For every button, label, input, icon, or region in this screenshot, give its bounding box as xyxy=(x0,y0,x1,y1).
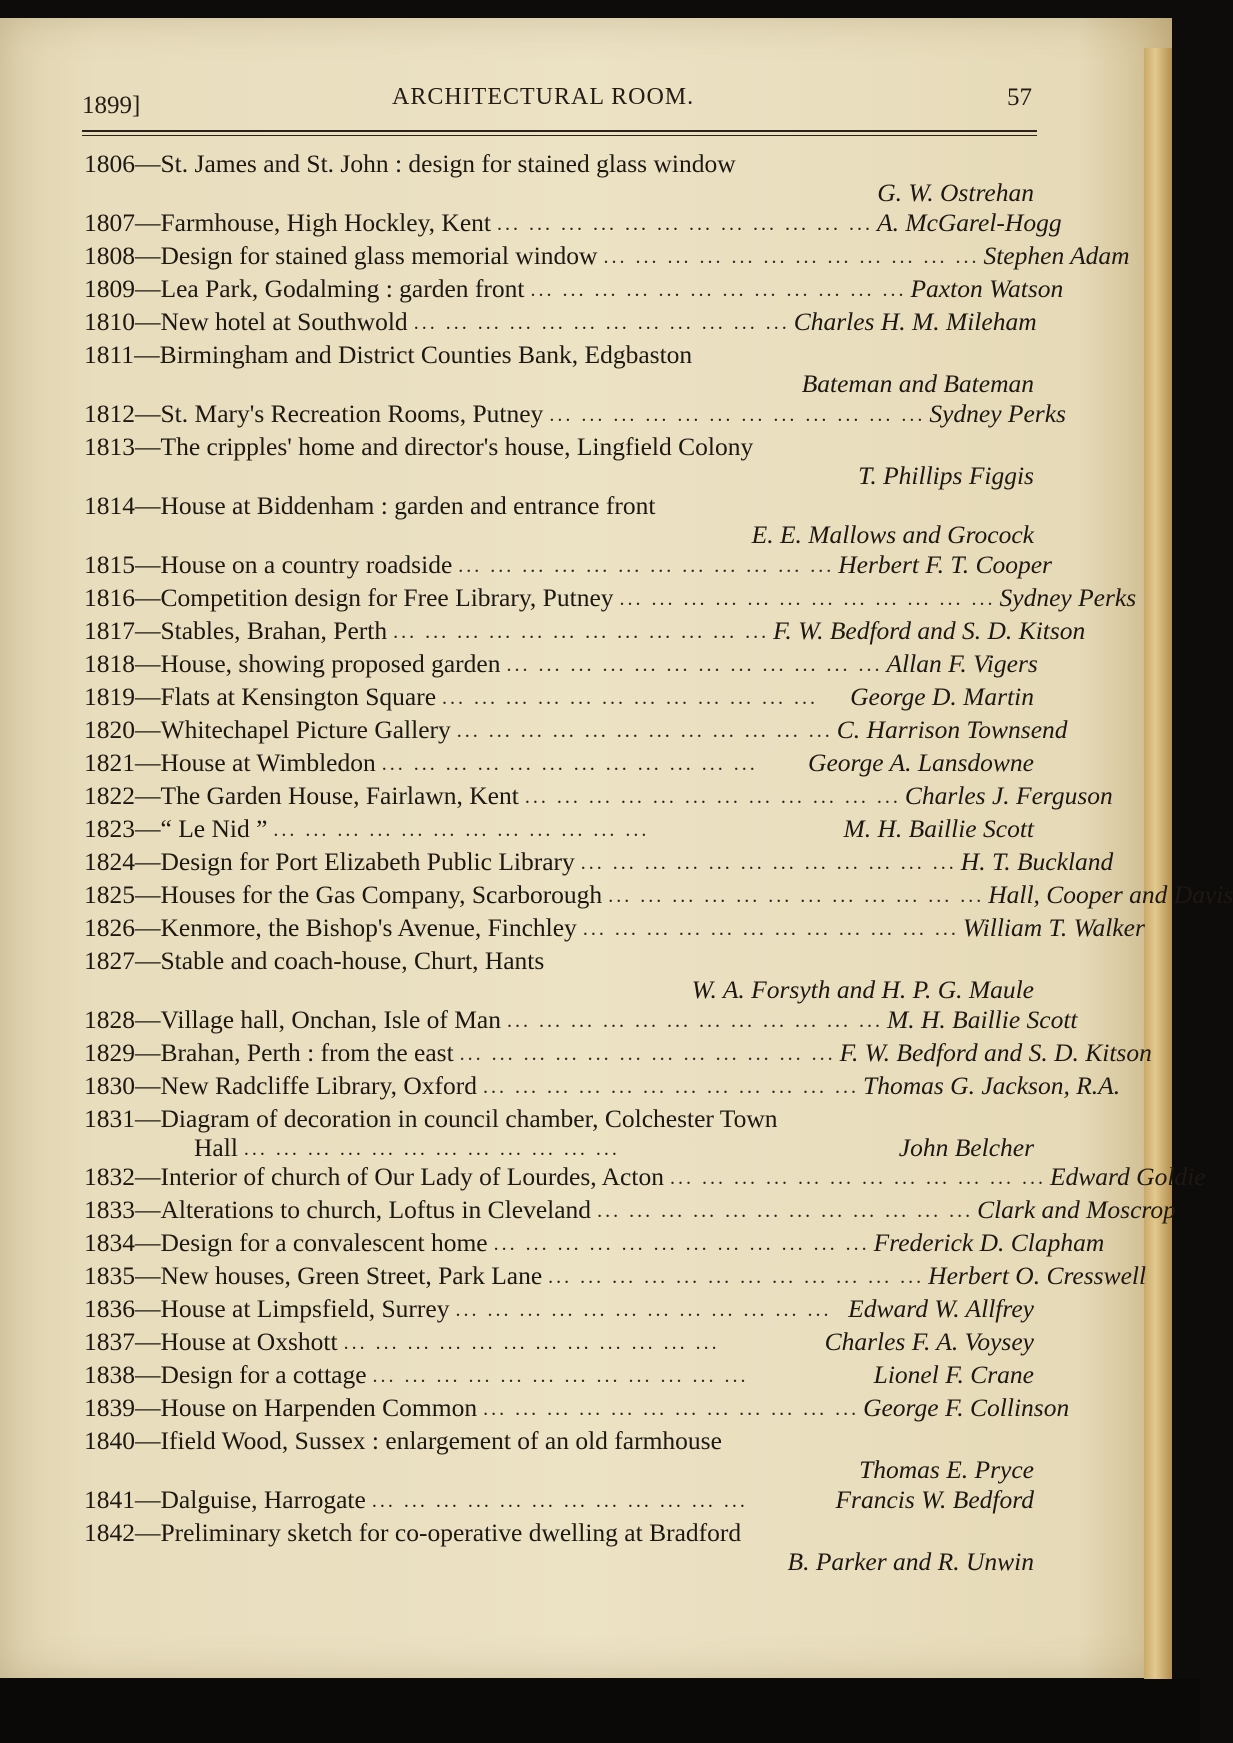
entry-author: F. W. Bedford and S. D. Kitson xyxy=(773,616,1086,645)
exhibit-entry xyxy=(84,1325,1034,1358)
exhibit-entry xyxy=(84,746,1034,779)
entry-author: George A. Lansdowne xyxy=(808,748,1034,777)
em-dash: — xyxy=(135,1327,161,1356)
running-header xyxy=(82,84,1032,124)
entry-author: E. E. Mallows and Grocock xyxy=(751,520,1034,549)
em-dash: — xyxy=(135,1518,161,1547)
exhibit-entry xyxy=(84,1226,1105,1259)
entry-line xyxy=(84,1003,1078,1036)
entry-author: Edward Goldie xyxy=(1049,1162,1206,1191)
dot-leader: ... ... ... ... ... ... ... ... ... ... ... ... xyxy=(524,786,901,808)
entry-author: Lionel F. Crane xyxy=(873,1360,1034,1389)
entry-title: Flats at Kensington Square xyxy=(160,682,437,711)
dot-leader: ... ... ... ... ... ... ... ... ... ... ... ... xyxy=(458,555,835,577)
entry-title: House, showing proposed garden xyxy=(160,649,501,678)
entry-number: 1817 xyxy=(84,616,135,645)
entry-title: New Radcliffe Library, Oxford xyxy=(160,1071,478,1100)
entry-author: Frederick D. Clapham xyxy=(873,1228,1105,1257)
entry-title-continued: Hall xyxy=(194,1133,238,1162)
entry-number: 1819 xyxy=(84,682,135,711)
entry-number: 1823 xyxy=(84,814,135,843)
entry-title: Birmingham and District Counties Bank, Edgbaston xyxy=(159,340,693,369)
dot-leader: ... ... ... ... ... ... ... ... ... ... ... ... xyxy=(619,588,996,610)
entry-author: Paxton Watson xyxy=(910,274,1064,303)
entry-line xyxy=(84,1102,1034,1135)
entry-number: 1813 xyxy=(84,432,135,461)
entry-author: T. Phillips Figgis xyxy=(858,461,1034,490)
entry-line xyxy=(84,1069,1121,1102)
em-dash: — xyxy=(135,550,161,579)
entry-line xyxy=(84,746,1034,779)
entry-number: 1834 xyxy=(84,1228,135,1257)
exhibit-entry xyxy=(84,1102,1034,1160)
entry-number: 1833 xyxy=(84,1195,135,1224)
entry-title: The Garden House, Fairlawn, Kent xyxy=(160,781,519,810)
exhibit-entry xyxy=(84,878,1233,911)
entry-line xyxy=(84,1259,1147,1292)
entry-title: The cripples' home and director's house, Lingfield Colony xyxy=(160,432,754,461)
entry-number: 1818 xyxy=(84,649,135,678)
exhibit-entry xyxy=(84,1193,1176,1226)
dot-leader: ... ... ... ... ... ... ... ... ... ... ... ... xyxy=(343,1332,720,1354)
entry-number: 1808 xyxy=(84,241,135,270)
exhibit-entry xyxy=(84,581,1137,614)
entry-title: Design for stained glass memorial window xyxy=(160,241,598,270)
dot-leader: ... ... ... ... ... ... ... ... ... ... ... ... xyxy=(459,1043,836,1065)
entry-line xyxy=(84,397,1066,430)
dot-leader: ... ... ... ... ... ... ... ... ... ... ... ... xyxy=(603,246,980,268)
entry-line xyxy=(84,1193,1176,1226)
entry-title: Stables, Brahan, Perth xyxy=(160,616,388,645)
exhibit-entry xyxy=(84,614,1086,647)
em-dash: — xyxy=(135,781,161,810)
exhibit-entry xyxy=(84,944,1034,1003)
exhibit-entry xyxy=(84,713,1068,746)
dot-leader: ... ... ... ... ... ... ... ... ... ... ... ... xyxy=(548,1266,925,1288)
entry-number: 1815 xyxy=(84,550,135,579)
entry-number: 1821 xyxy=(84,748,135,777)
em-dash: — xyxy=(135,1104,161,1133)
entry-number: 1828 xyxy=(84,1005,135,1034)
em-dash: — xyxy=(135,432,161,461)
exhibit-entry xyxy=(84,1036,1152,1069)
entry-author: Herbert O. Cresswell xyxy=(928,1261,1147,1290)
entry-author: Sydney Perks xyxy=(999,583,1137,612)
em-dash: — xyxy=(135,1005,161,1034)
entry-line xyxy=(84,1483,1034,1516)
entry-line xyxy=(84,489,1034,522)
entry-author: G. W. Ostrehan xyxy=(877,178,1034,207)
entry-line xyxy=(84,1424,1034,1457)
exhibit-entry xyxy=(84,1483,1034,1516)
entry-title: Preliminary sketch for co-operative dwelling at Bradford xyxy=(160,1518,742,1547)
dot-leader: ... ... ... ... ... ... ... ... ... ... ... ... xyxy=(483,1398,860,1420)
exhibit-entry xyxy=(84,1160,1206,1193)
entry-number: 1826 xyxy=(84,913,135,942)
entry-number: 1811 xyxy=(84,340,135,369)
entry-author: Edward W. Allfrey xyxy=(848,1294,1034,1323)
entry-line xyxy=(84,713,1068,746)
exhibit-entry xyxy=(84,206,1062,239)
entry-title: House at Oxshott xyxy=(160,1327,338,1356)
entry-number: 1825 xyxy=(84,880,135,909)
exhibit-entry xyxy=(84,489,1034,548)
exhibit-entry xyxy=(84,548,1052,581)
entry-line xyxy=(84,1160,1206,1193)
exhibit-entry xyxy=(84,305,1037,338)
entry-line xyxy=(84,1292,1034,1325)
entry-line xyxy=(84,1358,1034,1391)
entry-author: M. H. Baillie Scott xyxy=(887,1005,1078,1034)
entry-number: 1829 xyxy=(84,1038,135,1067)
entry-number: 1814 xyxy=(84,491,135,520)
entry-title: House at Limpsfield, Surrey xyxy=(160,1294,450,1323)
em-dash: — xyxy=(135,616,161,645)
dot-leader: ... ... ... ... ... ... ... ... ... ... ... ... xyxy=(669,1167,1046,1189)
dot-leader: ... ... ... ... ... ... ... ... ... ... ... ... xyxy=(507,1010,883,1032)
dot-leader: ... ... ... ... ... ... ... ... ... ... ... ... xyxy=(381,753,758,775)
entry-number: 1824 xyxy=(84,847,135,876)
entry-title: Alterations to church, Loftus in Cleveland xyxy=(160,1195,592,1224)
entry-number: 1806 xyxy=(84,149,135,178)
entry-title: Design for Port Elizabeth Public Library xyxy=(160,847,575,876)
em-dash: — xyxy=(135,399,161,428)
em-dash: — xyxy=(135,946,161,975)
entry-number: 1840 xyxy=(84,1426,135,1455)
entry-author: C. Harrison Townsend xyxy=(836,715,1068,744)
entry-line xyxy=(84,680,1034,713)
em-dash: — xyxy=(135,1195,161,1224)
entry-author: William T. Walker xyxy=(962,913,1145,942)
entry-title: Farmhouse, High Hockley, Kent xyxy=(160,208,491,237)
header-rule-top xyxy=(82,130,1037,132)
entry-title: Competition design for Free Library, Putney xyxy=(160,583,614,612)
entry-line xyxy=(84,779,1113,812)
dot-leader: ... ... ... ... ... ... ... ... ... ... ... ... xyxy=(493,1233,870,1255)
dot-leader: ... ... ... ... ... ... ... ... ... ... ... ... xyxy=(580,852,957,874)
exhibit-entry xyxy=(84,1003,1078,1036)
entry-number: 1837 xyxy=(84,1327,135,1356)
entry-number: 1820 xyxy=(84,715,135,744)
entry-author: Allan F. Vigers xyxy=(886,649,1038,678)
entry-line xyxy=(84,647,1038,680)
em-dash: — xyxy=(134,340,160,369)
entry-author: Herbert F. T. Cooper xyxy=(838,550,1052,579)
entry-title: Kenmore, the Bishop's Avenue, Finchley xyxy=(160,913,577,942)
entry-author: H. T. Buckland xyxy=(960,847,1114,876)
entry-title: “ Le Nid ” xyxy=(160,814,268,843)
entry-title: St. Mary's Recreation Rooms, Putney xyxy=(160,399,544,428)
em-dash: — xyxy=(135,583,161,612)
dot-leader: ... ... ... ... ... ... ... ... ... ... ... ... xyxy=(506,654,883,676)
exhibit-entry xyxy=(84,1391,1070,1424)
entry-line xyxy=(84,878,1233,911)
entry-line xyxy=(84,206,1062,239)
dot-leader: ... ... ... ... ... ... ... ... ... ... ... ... xyxy=(442,687,819,709)
em-dash: — xyxy=(135,1393,161,1422)
entry-author: Hall, Cooper and Davis xyxy=(988,880,1233,909)
entry-author: Thomas G. Jackson, R.A. xyxy=(863,1071,1121,1100)
entry-line xyxy=(84,944,1034,977)
entry-title: New hotel at Southwold xyxy=(160,307,408,336)
entry-author: B. Parker and R. Unwin xyxy=(787,1547,1034,1576)
entry-title: House at Biddenham : garden and entrance front xyxy=(160,491,656,520)
entry-number: 1836 xyxy=(84,1294,135,1323)
entry-number: 1841 xyxy=(84,1485,135,1514)
entry-line xyxy=(84,305,1037,338)
entry-title: Stable and coach-house, Churt, Hants xyxy=(160,946,545,975)
entry-author: Stephen Adam xyxy=(983,241,1130,270)
dot-leader: ... ... ... ... ... ... ... ... ... ... ... ... xyxy=(273,819,650,841)
entry-title: Brahan, Perth : from the east xyxy=(160,1038,454,1067)
dot-leader: ... ... ... ... ... ... ... ... ... ... ... ... xyxy=(393,621,770,643)
entry-title: St. James and St. John : design for stained glass window xyxy=(160,149,736,178)
exhibit-entry xyxy=(84,1516,1034,1575)
entry-author: F. W. Bedford and S. D. Kitson xyxy=(839,1038,1152,1067)
entry-number: 1809 xyxy=(84,274,135,303)
dot-leader: ... ... ... ... ... ... ... ... ... ... ... ... xyxy=(530,279,907,301)
dot-leader: ... ... ... ... ... ... ... ... ... ... ... ... xyxy=(582,918,959,940)
entry-line xyxy=(84,548,1052,581)
dot-leader: ... ... ... ... ... ... ... ... ... ... ... ... xyxy=(608,885,985,907)
exhibit-entry xyxy=(84,397,1066,430)
em-dash: — xyxy=(135,715,161,744)
entry-author: Charles J. Ferguson xyxy=(904,781,1113,810)
em-dash: — xyxy=(135,1228,161,1257)
entry-title: New houses, Green Street, Park Lane xyxy=(160,1261,543,1290)
entry-line xyxy=(84,1226,1105,1259)
entry-line-continued xyxy=(84,1135,1034,1160)
header-year: 1899] xyxy=(82,92,141,119)
entry-number: 1835 xyxy=(84,1261,135,1290)
entry-line xyxy=(84,614,1086,647)
em-dash: — xyxy=(135,649,161,678)
entry-number: 1832 xyxy=(84,1162,135,1191)
entry-title: Village hall, Onchan, Isle of Man xyxy=(160,1005,501,1034)
entry-line xyxy=(84,845,1114,878)
entry-author: Bateman and Bateman xyxy=(801,369,1034,398)
entry-line xyxy=(84,1391,1070,1424)
entry-line xyxy=(84,430,1034,463)
dot-leader: ... ... ... ... ... ... ... ... ... ... ... ... xyxy=(549,404,926,426)
exhibit-entry xyxy=(84,1358,1034,1391)
entry-number: 1816 xyxy=(84,583,135,612)
entry-author: Sydney Perks xyxy=(929,399,1066,428)
entry-title: Lea Park, Godalming : garden front xyxy=(160,274,525,303)
exhibit-entry xyxy=(84,1292,1034,1325)
entry-author: George F. Collinson xyxy=(863,1393,1070,1422)
exhibit-list xyxy=(84,147,1233,1576)
em-dash: — xyxy=(135,1162,161,1191)
entry-title: House on Harpenden Common xyxy=(160,1393,478,1422)
exhibit-entry xyxy=(84,1424,1034,1483)
exhibit-entry xyxy=(84,338,1034,397)
em-dash: — xyxy=(135,1485,161,1514)
entry-title: Whitechapel Picture Gallery xyxy=(160,715,451,744)
exhibit-entry xyxy=(84,430,1034,489)
exhibit-entry xyxy=(84,1259,1147,1292)
entry-title: House at Wimbledon xyxy=(160,748,376,777)
em-dash: — xyxy=(135,880,161,909)
bottom-shadow xyxy=(0,1679,1200,1743)
entry-author: W. A. Forsyth and H. P. G. Maule xyxy=(691,975,1034,1004)
dot-leader: ... ... ... ... ... ... ... ... ... ... ... ... xyxy=(413,312,790,334)
exhibit-entry xyxy=(84,845,1114,878)
em-dash: — xyxy=(135,913,161,942)
entry-number: 1827 xyxy=(84,946,135,975)
exhibit-entry xyxy=(84,1069,1121,1102)
entry-number: 1842 xyxy=(84,1518,135,1547)
entry-author: Francis W. Bedford xyxy=(835,1485,1034,1514)
entry-line xyxy=(84,239,1130,272)
entry-title: Design for a cottage xyxy=(160,1360,367,1389)
header-rule-bottom xyxy=(82,135,1037,136)
em-dash: — xyxy=(135,1426,161,1455)
entry-author: Charles F. A. Voysey xyxy=(824,1327,1034,1356)
em-dash: — xyxy=(135,149,161,178)
entry-author: M. H. Baillie Scott xyxy=(843,814,1034,843)
em-dash: — xyxy=(135,1294,161,1323)
em-dash: — xyxy=(135,274,161,303)
exhibit-entry xyxy=(84,911,1145,944)
entry-author: Clark and Moscrop xyxy=(977,1195,1176,1224)
em-dash: — xyxy=(135,1261,161,1290)
entry-line xyxy=(84,911,1145,944)
entry-author: A. McGarel-Hogg xyxy=(877,208,1062,237)
dot-leader: ... ... ... ... ... ... ... ... ... ... ... ... xyxy=(455,1299,832,1321)
exhibit-entry xyxy=(84,647,1038,680)
dot-leader: ... ... ... ... ... ... ... ... ... ... ... ... xyxy=(371,1490,748,1512)
entry-author: Thomas E. Pryce xyxy=(859,1455,1034,1484)
entry-line xyxy=(84,338,1034,371)
dot-leader: ... ... ... ... ... ... ... ... ... ... ... ... xyxy=(243,1138,620,1160)
entry-number: 1838 xyxy=(84,1360,135,1389)
dot-leader: ... ... ... ... ... ... ... ... ... ... ... ... xyxy=(456,720,833,742)
entry-title: Dalguise, Harrogate xyxy=(160,1485,366,1514)
entry-number: 1810 xyxy=(84,307,135,336)
em-dash: — xyxy=(135,241,161,270)
entry-title: Ifield Wood, Sussex : enlargement of an old farmhouse xyxy=(160,1426,722,1455)
em-dash: — xyxy=(135,682,161,711)
entry-line xyxy=(84,147,1034,180)
exhibit-entry xyxy=(84,779,1113,812)
entry-title: House on a country roadside xyxy=(160,550,453,579)
entry-author: George D. Martin xyxy=(850,682,1034,711)
entry-author: Charles H. M. Mileham xyxy=(793,307,1037,336)
entry-title: Diagram of decoration in council chamber, Colchester Town xyxy=(160,1104,778,1133)
em-dash: — xyxy=(135,491,161,520)
em-dash: — xyxy=(135,814,161,843)
em-dash: — xyxy=(135,1071,161,1100)
entry-number: 1830 xyxy=(84,1071,135,1100)
exhibit-entry xyxy=(84,147,1034,206)
em-dash: — xyxy=(135,1038,161,1067)
entry-number: 1812 xyxy=(84,399,135,428)
entry-number: 1807 xyxy=(84,208,135,237)
entry-title: Interior of church of Our Lady of Lourdes, Acton xyxy=(160,1162,664,1191)
dot-leader: ... ... ... ... ... ... ... ... ... ... ... ... xyxy=(597,1200,974,1222)
entry-line xyxy=(84,1516,1034,1549)
entry-title: Houses for the Gas Company, Scarborough xyxy=(160,880,603,909)
entry-line xyxy=(84,1036,1152,1069)
exhibit-entry xyxy=(84,272,1064,305)
entry-number: 1831 xyxy=(84,1104,135,1133)
exhibit-entry xyxy=(84,680,1034,713)
entry-number: 1822 xyxy=(84,781,135,810)
page-number: 57 xyxy=(1007,84,1032,111)
em-dash: — xyxy=(135,748,161,777)
em-dash: — xyxy=(135,208,161,237)
entry-line xyxy=(84,812,1034,845)
exhibit-entry xyxy=(84,812,1034,845)
dot-leader: ... ... ... ... ... ... ... ... ... ... ... ... xyxy=(372,1365,749,1387)
em-dash: — xyxy=(135,307,161,336)
entry-author: John Belcher xyxy=(898,1133,1034,1162)
entry-number: 1839 xyxy=(84,1393,135,1422)
em-dash: — xyxy=(135,1360,161,1389)
dot-leader: ... ... ... ... ... ... ... ... ... ... ... ... xyxy=(497,213,873,235)
dot-leader: ... ... ... ... ... ... ... ... ... ... ... ... xyxy=(483,1076,860,1098)
entry-line xyxy=(84,1325,1034,1358)
exhibit-entry xyxy=(84,239,1130,272)
entry-line xyxy=(84,581,1137,614)
entry-title: Design for a convalescent home xyxy=(160,1228,488,1257)
entry-line xyxy=(84,272,1064,305)
header-title: ARCHITECTURAL ROOM. xyxy=(392,84,695,110)
em-dash: — xyxy=(135,847,161,876)
